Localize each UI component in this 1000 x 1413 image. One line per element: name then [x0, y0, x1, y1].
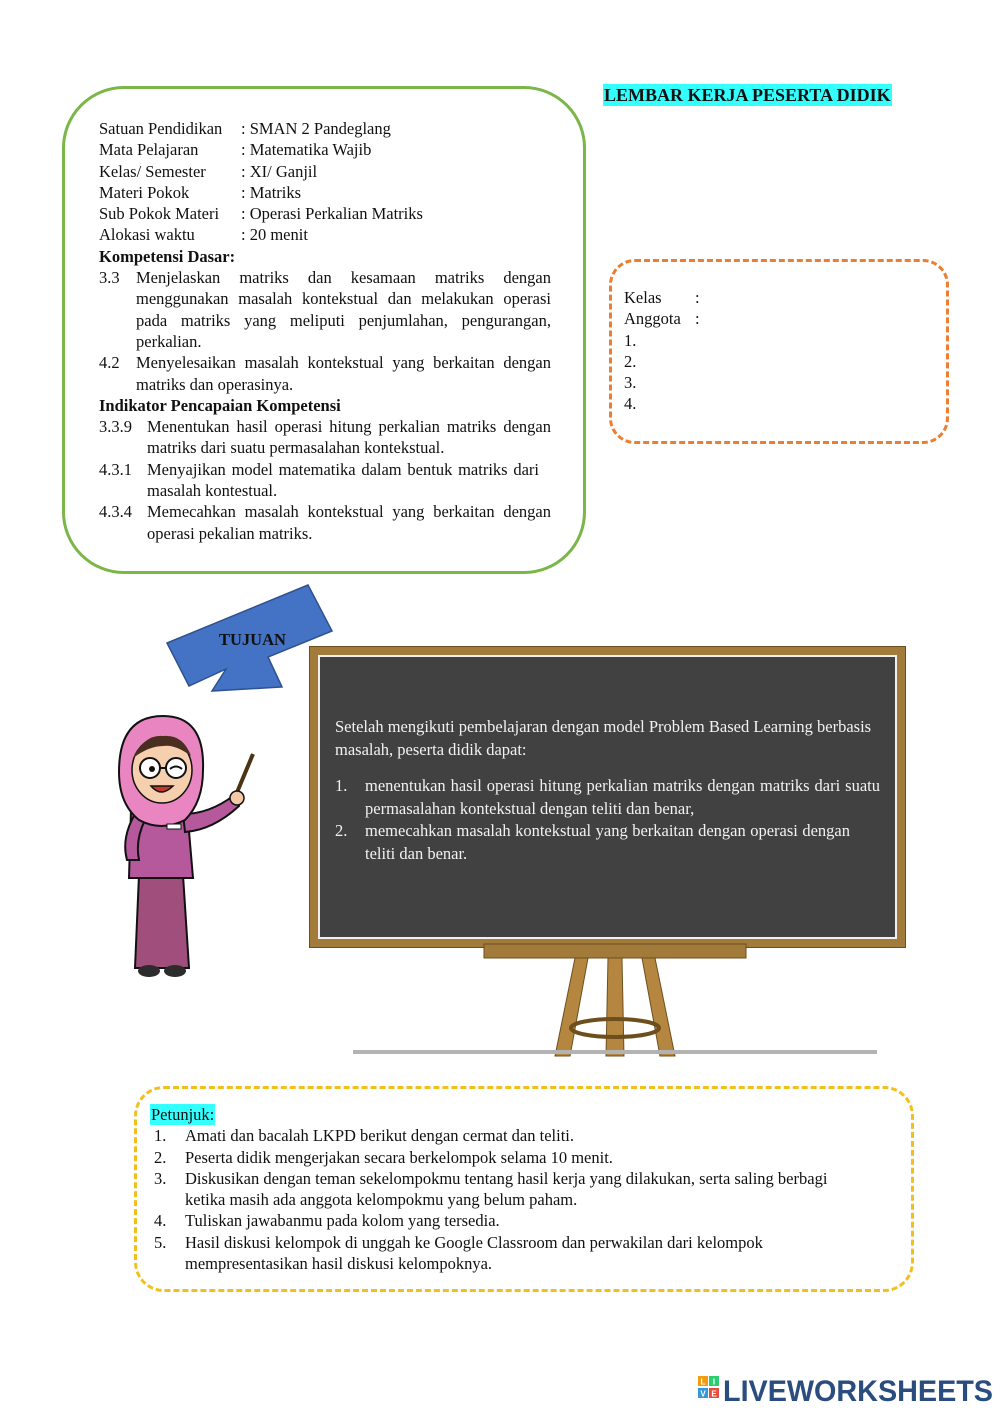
anggota-label: Anggota: [624, 309, 681, 329]
ipk-item: [99, 459, 551, 502]
info-value: : SMAN 2 Pandeglang: [241, 119, 391, 138]
ipk-heading: Indikator Pencapaian Kompetensi: [99, 395, 341, 415]
petunjuk-item-number: 3.: [154, 1168, 167, 1188]
info-value: : Matriks: [241, 182, 302, 202]
ipk-item-text: Menentukan hasil operasi hitung perkalian matriks dengan matriks dari suatu permasalahan kontekstual.: [147, 417, 551, 458]
ipk-item-text: Memecahkan masalah kontekstual yang berkaitan dengan operasi pekalian matriks.: [147, 502, 551, 543]
info-label: Satuan Pendidikan: [99, 119, 223, 138]
info-value: : Matematika Wajib: [241, 140, 372, 160]
info-row: [99, 224, 551, 245]
kelas-label: Kelas: [624, 288, 662, 307]
petunjuk-item: [150, 1147, 850, 1168]
kd-item: [99, 352, 551, 395]
tujuan-intro: Setelah mengikuti pembelajaran dengan model Problem Based Learning berbasis masalah, peserta didik dapat:: [335, 717, 872, 759]
member-number: 3.: [624, 373, 637, 393]
info-label: Kelas/ Semester: [99, 161, 206, 181]
easel-stand-icon: [350, 940, 880, 1060]
petunjuk-item-number: 5.: [154, 1232, 167, 1252]
logo-letter: I: [712, 1377, 716, 1387]
kd-item-number: 3.3: [99, 268, 120, 288]
petunjuk-item-text: Peserta didik mengerjakan secara berkelompok selama 10 menit.: [185, 1147, 613, 1167]
info-row: [99, 161, 551, 182]
petunjuk-title: Petunjuk:: [151, 1105, 215, 1124]
info-label: Materi Pokok: [99, 182, 190, 202]
petunjuk-item: [150, 1168, 850, 1211]
petunjuk-item-text: Tuliskan jawabanmu pada kolom yang tersedia.: [185, 1211, 500, 1231]
kd-heading: Kompetensi Dasar:: [99, 246, 236, 266]
info-value: : XI/ Ganjil: [241, 161, 318, 181]
petunjuk-item: [150, 1210, 850, 1231]
member-number: 1.: [624, 330, 637, 350]
kd-item-text: Menyelesaikan masalah kontekstual yang berkaitan dengan matriks dan operasinya.: [136, 353, 551, 394]
tujuan-item-text: memecahkan masalah kontekstual yang berkaitan dengan operasi dengan teliti dan benar.: [365, 821, 850, 863]
petunjuk-item-text: Diskusikan dengan teman sekelompokmu tentang hasil kerja yang dilakukan, serta saling berbagi ketika masih ada anggota kelompokmu yang belum paham.: [185, 1168, 828, 1210]
ipk-item: [99, 501, 551, 544]
info-row: [99, 182, 551, 203]
info-row: [99, 203, 551, 224]
petunjuk-item-number: 1.: [154, 1126, 167, 1146]
tujuan-item-number: 1.: [335, 776, 348, 795]
logo-letter: E: [711, 1389, 717, 1399]
petunjuk-item: [150, 1125, 850, 1146]
teacher-illustration-icon: [105, 710, 265, 982]
kd-item: [99, 267, 551, 352]
info-row: [99, 118, 551, 139]
watermark-text: LIVEWORKSHEETS: [723, 1375, 993, 1408]
info-label: Mata Pelajaran: [99, 140, 199, 160]
tujuan-label: TUJUAN: [219, 630, 286, 649]
ipk-item-text: Menyajikan model matematika dalam bentuk matriks dari masalah kontestual.: [147, 459, 539, 501]
anggota-row: [624, 308, 700, 329]
tujuan-list: [335, 775, 880, 865]
info-value: : Operasi Perkalian Matriks: [241, 204, 423, 224]
ipk-item-number: 4.3.1: [99, 459, 132, 479]
kelas-row: [624, 287, 700, 308]
logo-letter: V: [700, 1389, 706, 1399]
tujuan-item-number: 2.: [335, 821, 348, 840]
info-label: Sub Pokok Materi: [99, 204, 220, 224]
page-title: LEMBAR KERJA PESERTA DIDIK: [604, 85, 891, 105]
info-row: [99, 139, 551, 160]
tujuan-item: [335, 820, 880, 865]
logo-letter: L: [700, 1377, 706, 1387]
info-value: : 20 menit: [241, 225, 308, 245]
petunjuk-item: [150, 1232, 850, 1275]
info-text-block: [99, 118, 551, 544]
kd-item-text: Menjelaskan matriks dan kesamaan matriks dengan menggunakan masalah kontekstual dan melakukan operasi pada matriks yang meliputi penjumlahan, pengurangan, perkalian.: [136, 268, 551, 351]
ipk-item-number: 3.3.9: [99, 417, 132, 437]
petunjuk-content: [150, 1104, 850, 1274]
tujuan-item-text: menentukan hasil operasi hitung perkalian matriks dengan matriks dari suatu permasalahan kontekstual dengan teliti dan benar,: [365, 776, 880, 818]
petunjuk-item-number: 4.: [154, 1211, 167, 1231]
group-text-block: [624, 287, 700, 415]
ipk-item: [99, 416, 551, 459]
tujuan-content: [335, 716, 880, 865]
petunjuk-item-number: 2.: [154, 1147, 167, 1167]
info-label: Alokasi waktu: [99, 225, 195, 245]
member-number: 2.: [624, 351, 637, 371]
kd-item-number: 4.2: [99, 353, 120, 373]
member-number: 4.: [624, 394, 637, 414]
liveworksheets-logo-icon: [698, 1376, 719, 1399]
anggota-colon: :: [695, 309, 700, 329]
ipk-item-number: 4.3.4: [99, 502, 132, 522]
petunjuk-item-text: Amati dan bacalah LKPD berikut dengan cermat dan teliti.: [185, 1126, 574, 1146]
liveworksheets-watermark: [697, 1374, 995, 1408]
petunjuk-item-text: Hasil diskusi kelompok di unggah ke Google Classroom dan perwakilan dari kelompok mempresentasikan hasil diskusi kelompoknya.: [185, 1232, 763, 1274]
tujuan-item: [335, 775, 880, 820]
kelas-colon: :: [695, 288, 700, 307]
